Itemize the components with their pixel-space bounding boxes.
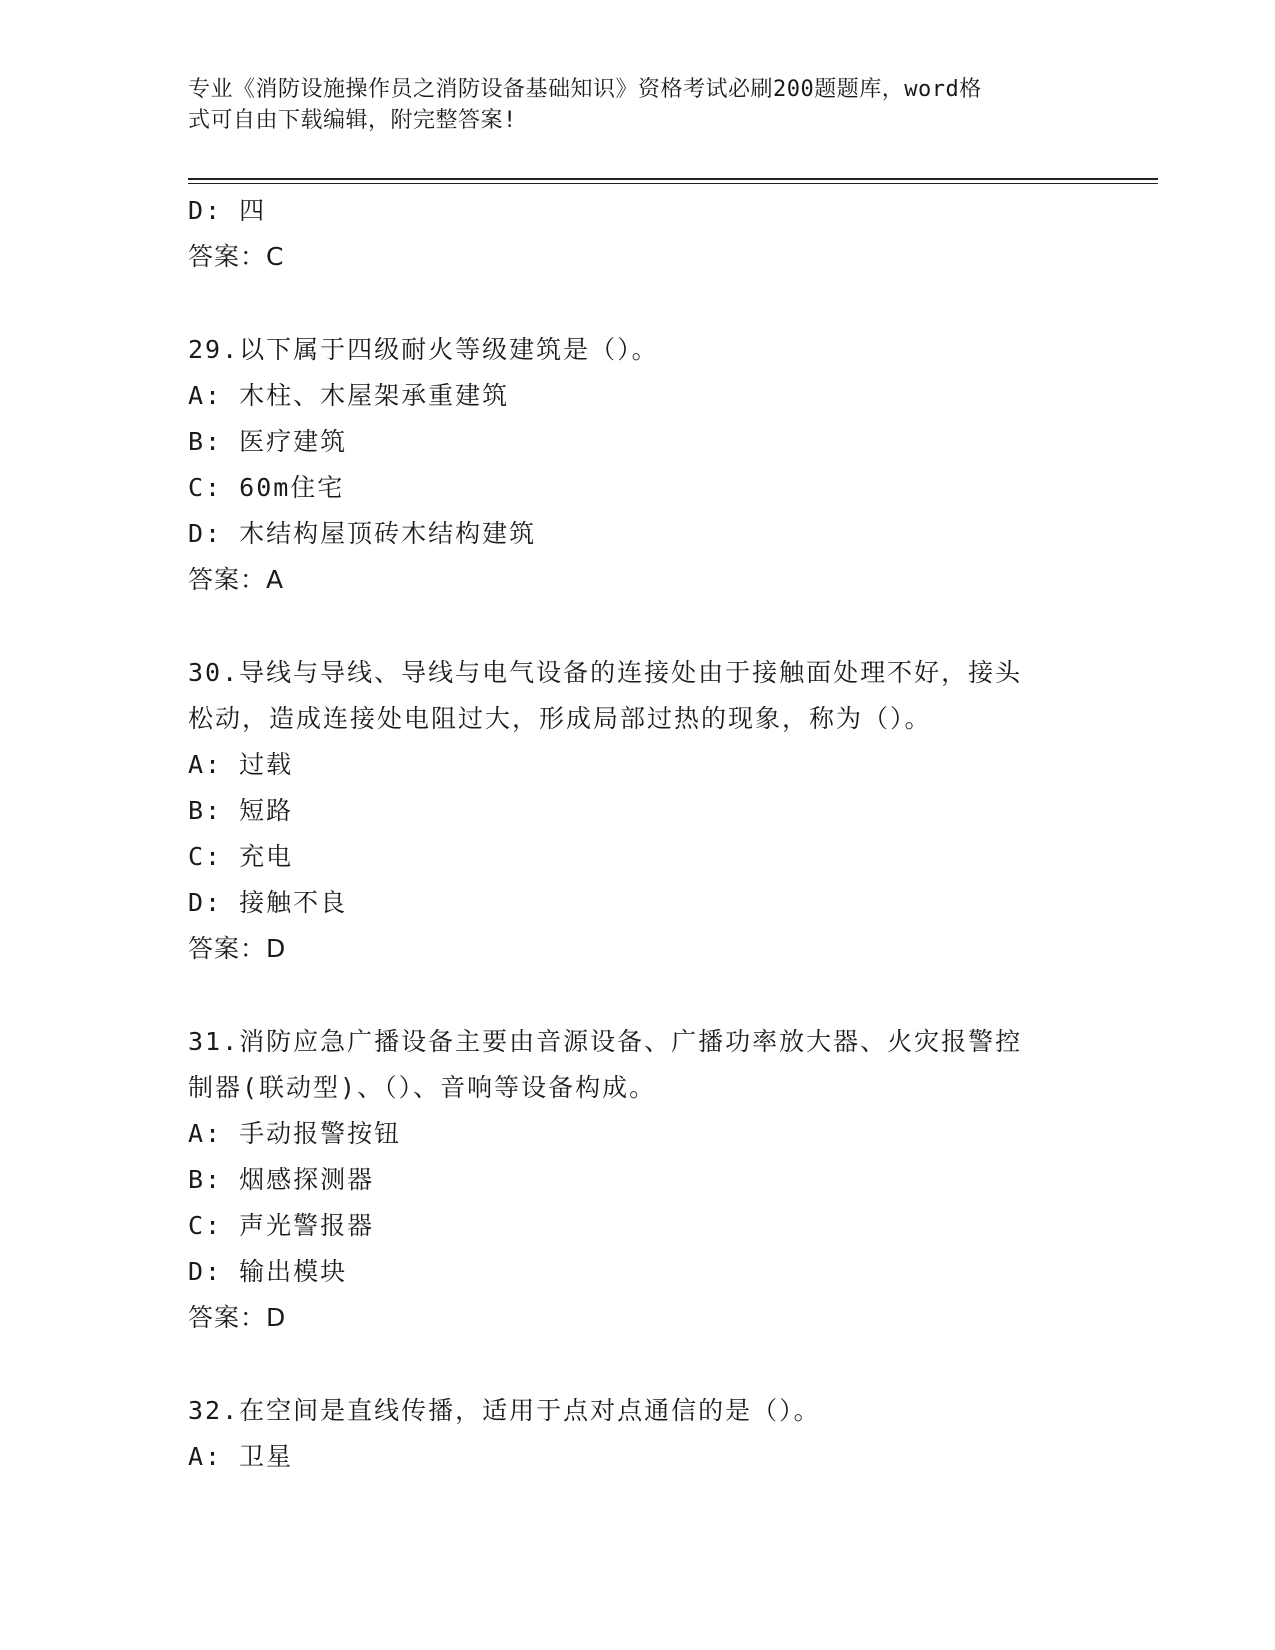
answer-line: 答案：D — [188, 934, 287, 963]
previous-question-tail — [188, 188, 1088, 280]
question-text-line-1: 30.导线与导线、导线与电气设备的连接处由于接触面处理不好，接头 — [188, 658, 1023, 687]
question-text: 32.在空间是直线传播，适用于点对点通信的是（）。 — [188, 1396, 821, 1425]
question-31 — [188, 1019, 1088, 1341]
option-d: D: 输出模块 — [188, 1257, 348, 1286]
option-d: D: 四 — [188, 196, 267, 225]
option-a: A: 卫星 — [188, 1442, 294, 1471]
option-a: A: 过载 — [188, 750, 294, 779]
question-text-line-1: 31.消防应急广播设备主要由音源设备、广播功率放大器、火灾报警控 — [188, 1027, 1023, 1056]
option-d: D: 接触不良 — [188, 888, 348, 917]
option-b: B: 烟感探测器 — [188, 1165, 375, 1194]
answer-line: 答案：C — [188, 242, 285, 271]
option-a: A: 手动报警按钮 — [188, 1119, 402, 1148]
option-c: C: 充电 — [188, 842, 294, 871]
question-30 — [188, 650, 1088, 972]
answer-line: 答案：D — [188, 1303, 287, 1332]
option-b: B: 医疗建筑 — [188, 427, 348, 456]
question-text-line-2: 松动，造成连接处电阻过大，形成局部过热的现象，称为（）。 — [188, 704, 932, 733]
header-rule-thick — [188, 178, 1158, 180]
question-text-line-2: 制器(联动型)、（）、音响等设备构成。 — [188, 1073, 657, 1102]
question-32 — [188, 1388, 1088, 1480]
header-line-2: 式可自由下载编辑，附完整答案! — [188, 108, 517, 133]
option-c: C: 60m住宅 — [188, 473, 345, 502]
question-29 — [188, 327, 1088, 603]
header-line-1: 专业《消防设施操作员之消防设备基础知识》资格考试必刷200题题库，word格 — [188, 77, 982, 102]
option-b: B: 短路 — [188, 796, 294, 825]
document-header — [188, 74, 1068, 136]
option-d: D: 木结构屋顶砖木结构建筑 — [188, 519, 537, 548]
question-text: 29.以下属于四级耐火等级建筑是（）。 — [188, 335, 659, 364]
option-c: C: 声光警报器 — [188, 1211, 375, 1240]
option-a: A: 木柱、木屋架承重建筑 — [188, 381, 510, 410]
answer-line: 答案：A — [188, 565, 285, 594]
document-body — [188, 188, 1088, 1480]
header-rule-thin — [188, 183, 1158, 184]
